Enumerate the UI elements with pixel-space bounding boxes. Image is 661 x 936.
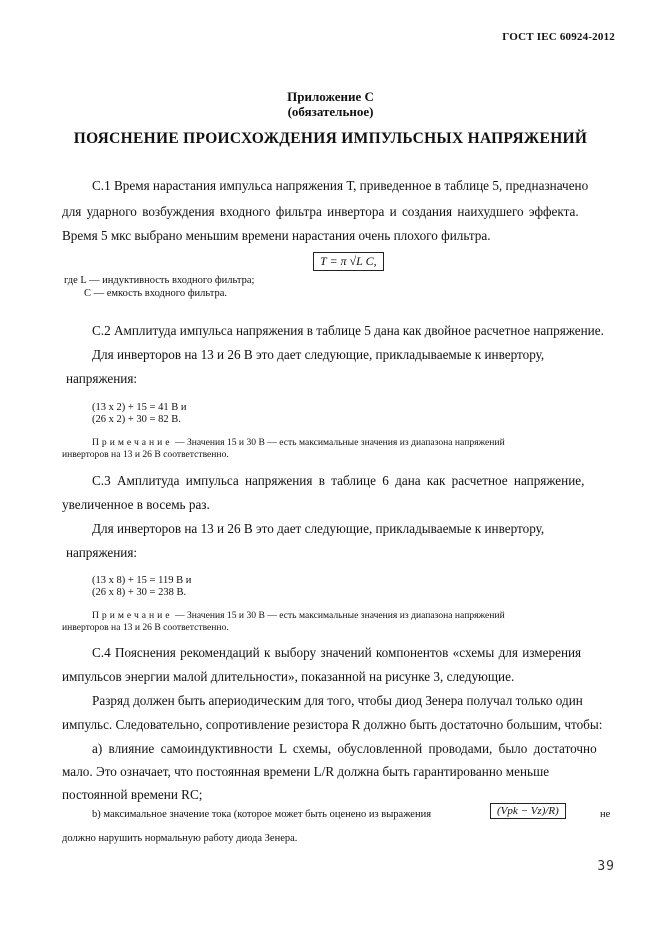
c3-line-4: напряжения: [66, 545, 138, 560]
c2-line-2: Для инверторов на 13 и 26 В это дает следующие, прикладываемые к инвертору, [92, 347, 545, 362]
c2-calc-2: (26 x 2) + 30 = 82 В. [92, 414, 181, 425]
c3-line-3: Для инверторов на 13 и 26 В это дает следующие, прикладываемые к инвертору, [92, 521, 545, 536]
c2-line-1: С.2 Амплитуда импульса напряжения в таблице 5 дана как двойное расчетное напряжение. [92, 323, 604, 338]
c4-line-1: С.4 Пояснения рекомендаций к выбору значений компонентов «схемы для измерения [92, 645, 582, 660]
c1-line-3: Время 5 мкс выбрано меньшим времени нарастания очень плохого фильтра. [62, 228, 491, 243]
c4-item-a-line-1: а) влияние самоиндуктивности L схемы, обусловленной проводами, было достаточно [92, 741, 597, 756]
c2-note-label: Примечание [92, 437, 173, 448]
c3-calc-2: (26 x 8) + 30 = 238 В. [92, 587, 187, 598]
c4-line-4: импульс. Следовательно, сопротивление резистора R должно быть достаточно большим, чтобы: [62, 717, 603, 732]
page-number: 39 [597, 859, 615, 874]
c3-note-label: Примечание [92, 610, 173, 621]
c4-item-b-line-2: должно нарушить нормальную работу диода Зенера. [62, 833, 298, 844]
c2-note-text: — Значения 15 и 30 В — есть максимальные значения из диапазона напряжений [172, 437, 505, 448]
c4-line-3: Разряд должен быть апериодическим для того, чтобы диод Зенера получал только один [92, 693, 583, 708]
c2-calc-1: (13 x 2) + 15 = 41 В и [92, 402, 187, 413]
c4-item-a-line-3: постоянной времени RC; [62, 787, 203, 802]
c1-line-1: С.1 Время нарастания импульса напряжения Т, приведенное в таблице 5, предназначено [92, 178, 589, 193]
appendix-title: Приложение С [287, 89, 374, 104]
c2-line-3: напряжения: [66, 371, 138, 386]
c3-line-2: увеличенное в восемь раз. [62, 497, 210, 512]
section-heading: ПОЯСНЕНИЕ ПРОИСХОЖДЕНИЯ ИМПУЛЬСНЫХ НАПРЯЖЕНИЙ [73, 130, 588, 147]
c4-line-2: импульсов энергии малой длительности», показанной на рисунке 3, следующие. [62, 669, 515, 684]
c2-note-line-1 [92, 437, 505, 449]
c3-line-1: С.3 Амплитуда импульса напряжения в таблице 6 дана как расчетное напряжение, [92, 473, 585, 488]
c3-note-text: — Значения 15 и 30 В — есть максимальные значения из диапазона напряжений [172, 610, 505, 621]
c4-item-a-line-2: мало. Это означает, что постоянная времени L/R должна быть гарантированно меньше [62, 764, 550, 779]
c2-note-line-2: инверторов на 13 и 26 В соответственно. [62, 449, 229, 460]
c4-item-b-tail: не [600, 809, 611, 820]
formula-rise-time: T = π √L C, [313, 252, 384, 271]
where-capacitance: C — емкость входного фильтра. [84, 288, 227, 299]
formula-max-current: (Vpk − Vz)/R) [490, 803, 566, 819]
c4-item-b-line-1: b) максимальное значение тока (которое может быть оценено из выражения [92, 809, 432, 820]
c3-note-line-1 [92, 610, 505, 622]
c3-note-line-2: инверторов на 13 и 26 В соответственно. [62, 622, 229, 633]
document-standard-header: ГОСТ IEC 60924-2012 [502, 31, 615, 43]
c3-calc-1: (13 x 8) + 15 = 119 В и [92, 575, 192, 586]
c1-line-2: для ударного возбуждения входного фильтра инвертора и создания наихудшего эффекта. [62, 204, 579, 219]
where-inductance: где L — индуктивность входного фильтра; [64, 275, 255, 286]
appendix-status: (обязательное) [287, 104, 374, 119]
